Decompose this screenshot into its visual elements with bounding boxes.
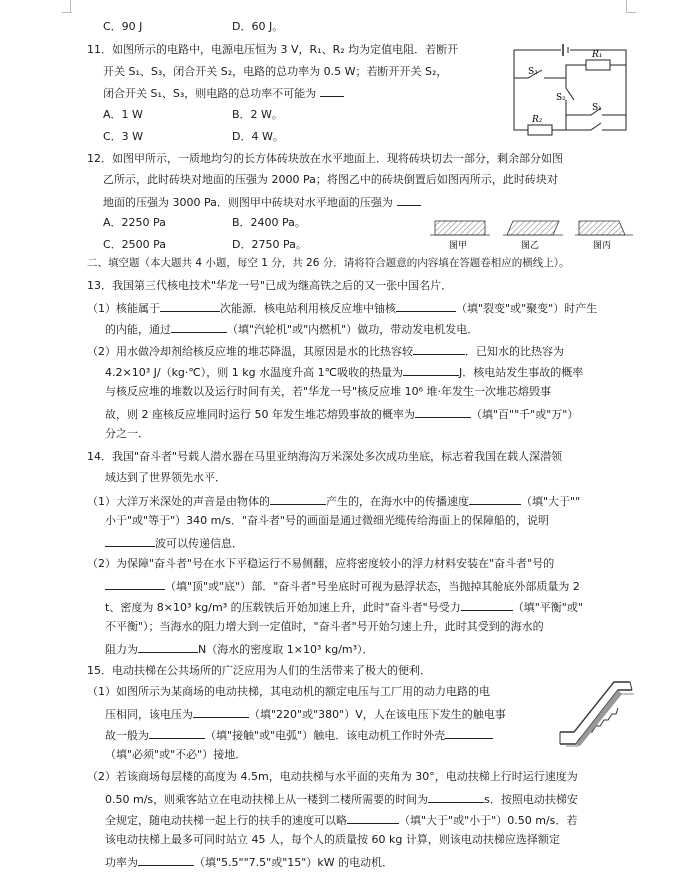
q14-part-2-line-4: 不平衡"）；当海水的阻力增大到一定值时，"奋斗者"号开始匀速上升，此时其受到的海水的	[105, 620, 544, 633]
corner-mark-right-h	[626, 12, 636, 13]
q12-answer-blank[interactable]	[397, 194, 421, 206]
q13-blank-1[interactable]	[160, 300, 220, 312]
q14-title-line-2: 域达到了世界领先水平．	[105, 471, 226, 484]
q13-part-2-line-5: 分之一．	[105, 427, 149, 440]
label-r2: R₂	[532, 115, 543, 125]
q13-part-2-line-3: 与核反应堆的堆数以及运行时间有关，若"华龙一号"核反应堆 10⁶ 堆·年发生一次堆芯熔毁事	[105, 385, 552, 398]
q14-part-1-line-3: 波可以传递信息．	[105, 535, 243, 551]
q14-blank-5[interactable]	[461, 599, 513, 611]
q15-blank-5[interactable]	[347, 812, 399, 824]
q15-title: 15．电动扶梯在公共场所的广泛应用为人们的生活带来了极大的便利．	[87, 664, 431, 677]
q14-part-1-line-2: 小于"或"等于"）340 m/s．"奋斗者"号的画面是通过微细光缆传给海面上的保障船的，说明	[105, 514, 549, 527]
q15-part-2-line-4: 该电动扶梯上最多可同时站立 45 人，每个人的质量按 60 kg 计算，则该电动扶梯应选择额定	[105, 833, 560, 846]
escalator-figure	[556, 680, 636, 750]
q11-option-d: D．4 W。	[232, 130, 284, 143]
q12-line-2: 乙所示，此时砖块对地面的压强为 2000 Pa；将图乙中的砖块倒置后如图丙所示，此时砖块对	[103, 173, 558, 186]
q13-blank-2[interactable]	[396, 300, 456, 312]
q12-line-3: 地面的压强为 3000 Pa．则图甲中砖块对水平地面的压强为	[103, 194, 421, 210]
q11-option-c: C．3 W	[103, 130, 144, 143]
q14-part-2-line-5: 阻力为 N（海水的密度取 1×10³ kg/m³）．	[105, 643, 374, 656]
q14-blank-6[interactable]	[138, 641, 198, 653]
q15-part-2-line-5: 功率为 （填"5.5""7.5"或"15"）kW 的电动机．	[105, 856, 394, 869]
q15-blank-4[interactable]	[428, 791, 484, 803]
fig-yi-label: 图乙	[521, 241, 540, 251]
label-s1: S₁	[592, 103, 602, 113]
q14-title-line-1: 14．我国"奋斗者"号载人潜水器在马里亚纳海沟万米深处多次成功坐底，标志着我国在载人深潜领	[87, 450, 563, 463]
q15-part-1-line-1: （1）如图所示为某商场的电动扶梯，其电动机的额定电压与工厂用的动力电路的电	[87, 685, 490, 698]
q13-part-1-line-2: 的内能，通过 （填"汽轮机"或"内燃机"）做功，带动发电机发电．	[105, 323, 479, 336]
q13-blank-6[interactable]	[415, 406, 471, 418]
q14-blank-1[interactable]	[270, 493, 326, 505]
q12-option-d: D．2750 Pa。	[232, 238, 307, 251]
q15-part-1-line-3: 故一般为 （填"接触"或"电弧"）触电．该电动机工作时外壳	[105, 727, 493, 743]
corner-mark-left	[70, 0, 71, 12]
q13-part-1-line-1: （1）核能属于 次能源．核电站利用核反应堆中铀核 （填"裂变"或"聚变"）时产生	[87, 302, 598, 315]
q12-option-c: C．2500 Pa	[103, 238, 167, 251]
fig-bing-label: 图丙	[593, 241, 612, 251]
label-r1: R₁	[592, 50, 603, 60]
q13-part-2-line-4: 故，则 2 座核反应堆同时运行 50 年发生堆芯熔毁事故的概率为 （填"百""千"或"万"）	[105, 408, 579, 421]
q13-blank-3[interactable]	[171, 321, 227, 333]
q13-title: 13．我国第三代核电技术"华龙一号"已成为继高铁之后的又一张中国名片．	[87, 279, 453, 292]
q15-part-2-line-3: 全规定，随电动扶梯一起上行的扶手的速度可以略 （填"大于"或"小于"）0.50 m/s．若	[105, 814, 578, 827]
q11-option-a: A．1 W	[103, 108, 143, 121]
q14-blank-2[interactable]	[469, 493, 521, 505]
q13-part-2-line-2: 4.2×10³ J/（kg·℃），则 1 kg 水温度升高 1℃吸收的热量为 J．核电站发生事故的概率	[105, 366, 584, 379]
q15-part-1-line-2: 压相同，该电压为 （填"220"或"380"）V，人在该电压下发生的触电事	[105, 708, 506, 721]
corner-mark-right	[626, 0, 627, 12]
section-2-heading: 二、填空题（本大题共 4 小题，每空 1 分，共 26 分．请将符合题意的内容填在答题卷相应的横线上）。	[87, 257, 570, 269]
label-s2: S₂	[556, 93, 566, 103]
q13-part-2-line-1: （2）用水做冷却剂给核反应堆的堆芯降温，其原因是水的比热容较 ．已知水的比热容为	[87, 345, 564, 358]
q14-blank-3[interactable]	[105, 535, 155, 547]
fig-jia-label: 图甲	[449, 241, 468, 251]
q12-option-b: B．2400 Pa。	[232, 216, 306, 229]
q12-line-1: 12．如图甲所示，一质地均匀的长方体砖块放在水平地面上．现将砖块切去一部分，剩余部分如图	[87, 152, 563, 165]
q15-blank-1[interactable]	[193, 706, 249, 718]
q11-line-1: 11．如图所示的电路中，电源电压恒为 3 V，R₁、R₂ 均为定值电阻．若断开	[87, 43, 459, 56]
label-s3: S₃	[528, 67, 538, 77]
q11-line-3: 闭合开关 S₁、S₃，则电路的总功率不可能为	[103, 85, 344, 101]
q11-line-2: 开关 S₁、S₃，闭合开关 S₂，电路的总功率为 0.5 W；若断开开关 S₂，	[103, 65, 448, 78]
q14-part-1-line-1: （1）大洋万米深处的声音是由物体的 产生的，在海水中的传播速度 （填"大于""	[87, 495, 581, 508]
q13-blank-4[interactable]	[413, 343, 465, 355]
q10-option-d: D．60 J。	[232, 20, 284, 33]
q14-part-2-line-2: （填"顶"或"底"）部．"奋斗者"号坐底时可视为悬浮状态，当抛掉其舱底外部质量为 2	[105, 578, 580, 594]
q10-option-c: C．90 J	[103, 20, 143, 33]
corner-mark-left-h	[62, 12, 72, 13]
q11-answer-blank[interactable]	[320, 85, 344, 97]
brick-figures	[425, 213, 635, 253]
circuit-diagram	[506, 40, 636, 140]
q11-option-b: B．2 W。	[232, 108, 283, 121]
q15-blank-3[interactable]	[445, 727, 493, 739]
q15-part-2-line-1: （2）若该商场每层楼的高度为 4.5m，电动扶梯与水平面的夹角为 30°，电动扶梯上行时运行速度为	[87, 770, 578, 783]
q15-part-2-line-2: 0.50 m/s，则乘客站立在电动扶梯上从一楼到二楼所需要的时间为 s．按照电动扶梯安	[105, 793, 578, 806]
q12-option-a: A．2250 Pa	[103, 216, 166, 229]
q15-blank-2[interactable]	[149, 727, 205, 739]
q14-blank-4[interactable]	[105, 578, 165, 590]
q15-part-1-line-4: （填"必须"或"不必"）接地．	[105, 748, 247, 761]
q13-blank-5[interactable]	[403, 364, 459, 376]
q14-part-2-line-3: t、密度为 8×10³ kg/m³ 的压载铁后开始加速上升，此时"奋斗者"号受力 （填"平衡"或"	[105, 601, 583, 614]
q14-part-2-line-1: （2）为保障"奋斗者"号在水下平稳运行不易侧翻，应将密度较小的浮力材料安装在"奋斗者"号的	[87, 557, 555, 570]
q15-blank-6[interactable]	[138, 854, 194, 866]
